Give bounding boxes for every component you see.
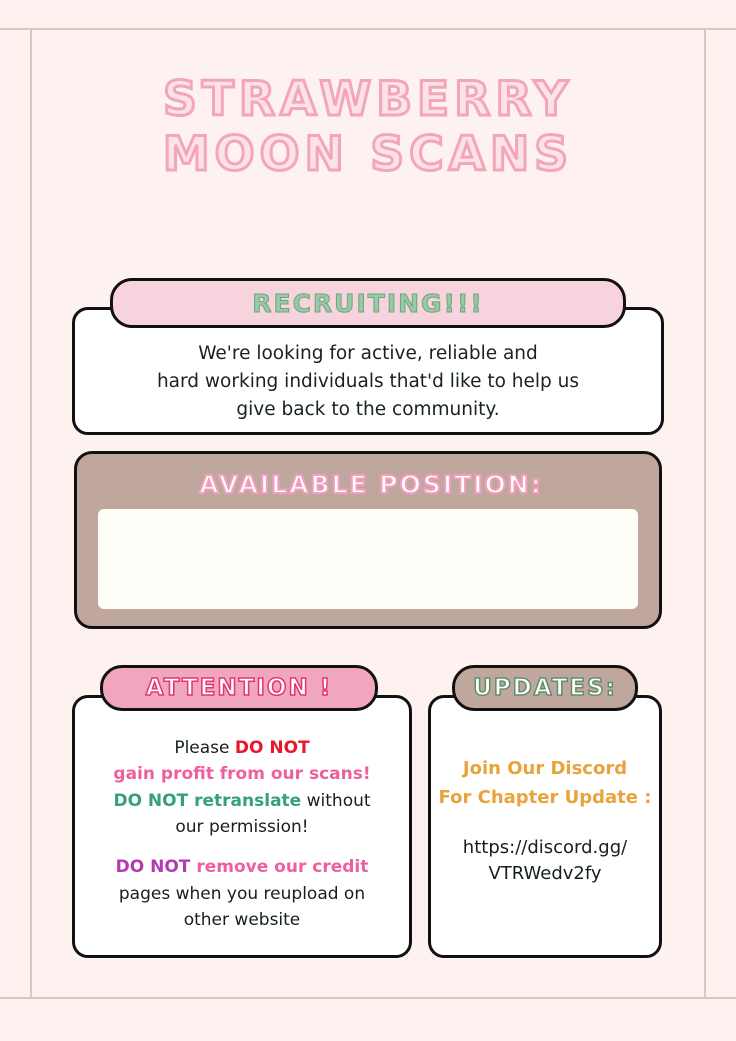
attention-line-4: our permission!: [175, 817, 309, 838]
attention-donot-1: DO NOT: [234, 738, 310, 758]
attention-please: Please: [174, 738, 235, 758]
discord-link[interactable]: [432, 835, 658, 887]
attention-body: [80, 735, 404, 933]
recruiting-body: [80, 340, 656, 423]
updates-body: [432, 755, 658, 887]
updates-line-2: For Chapter Update :: [438, 786, 652, 808]
attention-line-7: other website: [183, 910, 301, 931]
recruiting-body-line-2: hard working individuals that'd like to help us: [156, 370, 580, 392]
attention-without: without: [301, 790, 371, 811]
attention-donot-3: DO NOT: [115, 857, 191, 878]
discord-link-line-2: VTRWedv2fy: [488, 862, 602, 884]
updates-heading-pill: [452, 665, 638, 711]
title-line-2: MOON SCANS: [162, 127, 574, 183]
recruiting-body-line-1: We're looking for active, reliable and: [198, 343, 538, 364]
attention-spacer: [80, 840, 404, 854]
updates-line-1: Join Our Discord: [462, 758, 628, 779]
recruiting-heading: RECRUITING!!!: [252, 288, 484, 318]
discord-link-line-1: https://discord.gg/: [462, 836, 628, 858]
positions-heading: AVAILABLE POSITION:: [199, 469, 543, 499]
attention-heading: ATTENTION !: [145, 675, 333, 701]
poster-title: [0, 72, 736, 183]
attention-remove-credit: remove our credit: [190, 857, 369, 878]
positions-heading-pill: [175, 461, 567, 507]
attention-line-5: [80, 854, 404, 880]
updates-heading: UPDATES:: [473, 675, 617, 701]
attention-donot-2: DO NOT: [113, 790, 189, 811]
attention-retranslate: retranslate: [188, 790, 302, 811]
frame-border-top: [0, 28, 736, 30]
attention-line-2: gain profit from our scans!: [113, 764, 371, 785]
title-line-1: STRAWBERRY: [163, 72, 573, 127]
recruiting-heading-pill: [110, 278, 626, 328]
attention-line-1: [80, 735, 404, 761]
positions-inner-panel: [98, 509, 638, 609]
attention-heading-pill: [100, 665, 378, 711]
attention-line-6: pages when you reupload on: [118, 883, 366, 904]
attention-line-3: [80, 788, 404, 814]
recruiting-body-line-3: give back to the community.: [236, 398, 500, 420]
frame-border-bottom: [0, 997, 736, 999]
